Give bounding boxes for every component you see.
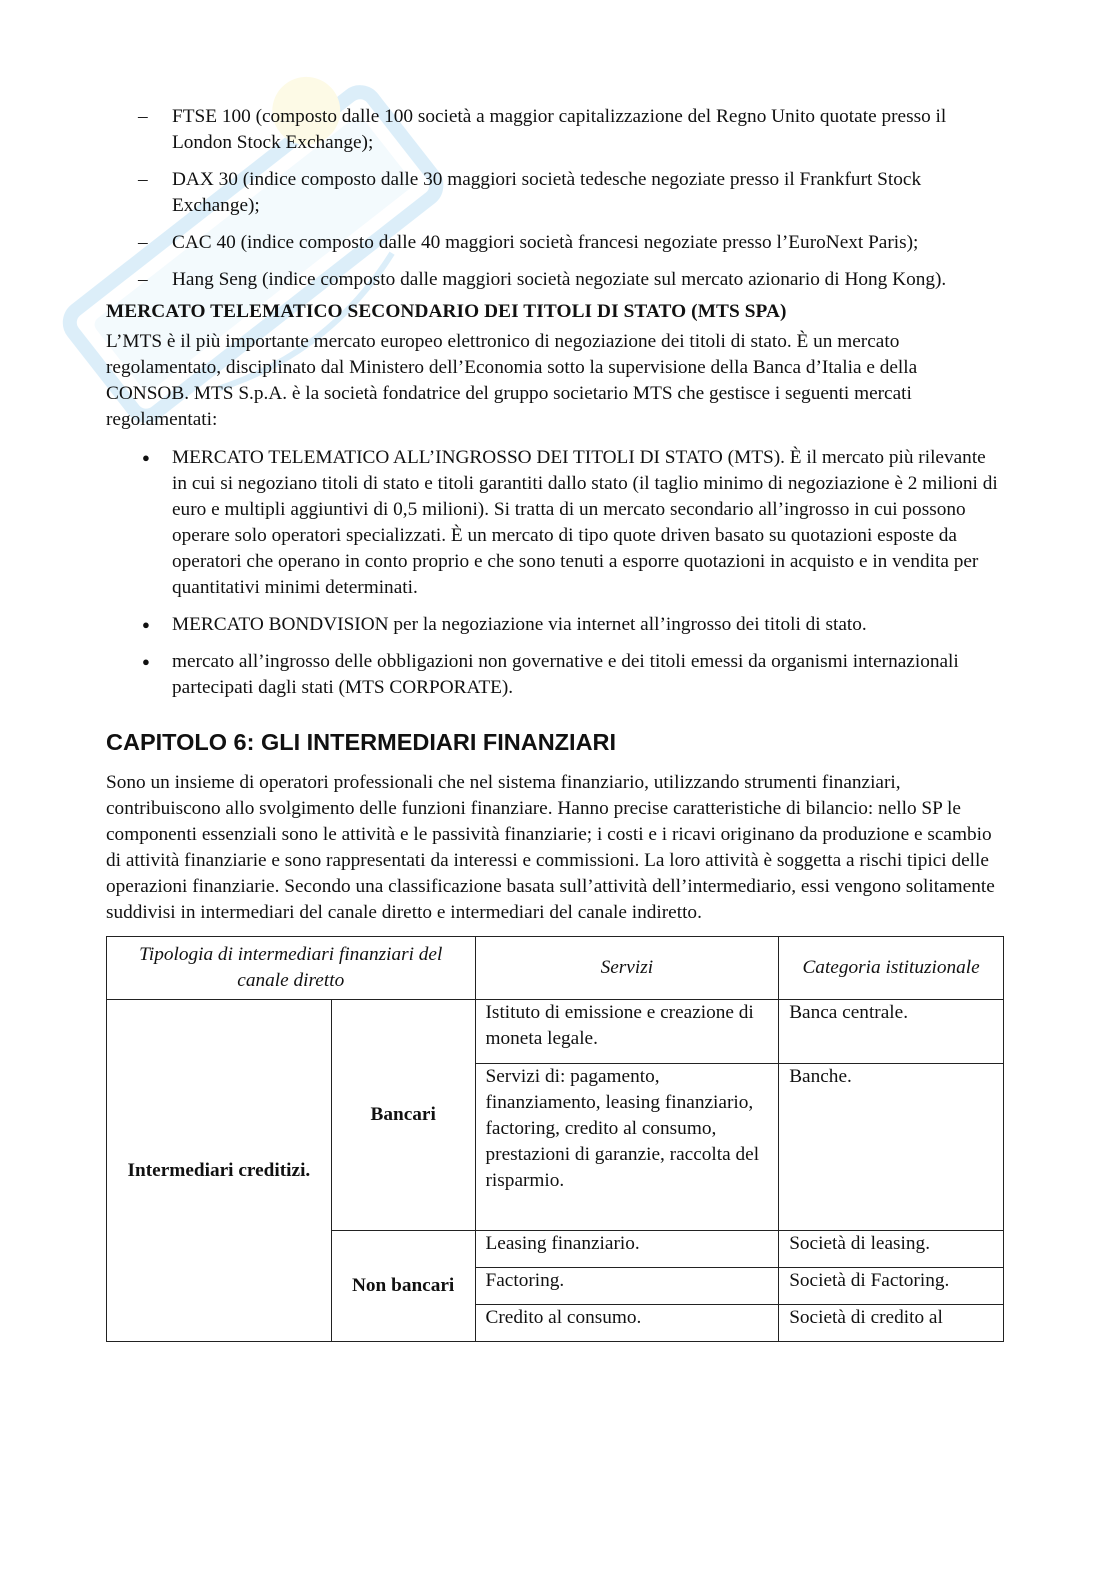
categoria-cell: Società di Factoring. (779, 1268, 1004, 1305)
document-page (106, 104, 1004, 1342)
list-item: – DAX 30 (indice composto dalle 30 maggiori società tedesche negoziate presso il Frankfurt Stock Exchange); (138, 169, 922, 216)
dash-marker: – (138, 269, 148, 290)
bullet-marker: ● (142, 654, 150, 669)
servizi-cell: Credito al consumo. (475, 1305, 779, 1342)
dash-marker: – (138, 169, 148, 190)
list-item: ● mercato all’ingrosso delle obbligazioni non governative e dei titoli emessi da organismi internazionali partecipati dagli stati (MTS CORPORATE). (142, 651, 959, 698)
categoria-cell: Banche. (779, 1064, 1004, 1231)
bullet-marker: ● (142, 450, 150, 465)
bullet-marker: ● (142, 617, 150, 632)
header-servizi: Servizi (475, 937, 779, 1000)
dash-marker: – (138, 232, 148, 253)
servizi-cell: Factoring. (475, 1268, 779, 1305)
intermediari-table (106, 936, 1004, 1342)
list-item: – Hang Seng (indice composto dalle maggiori società negoziate sul mercato azionario di Hong Kong). (106, 267, 1004, 293)
categoria-cell: Banca centrale. (779, 1000, 1004, 1064)
list-item: ● MERCATO BONDVISION per la negoziazione via internet all’ingrosso dei titoli di stato. (106, 612, 1004, 638)
stock-index-list (106, 104, 1004, 293)
group-intermediari-creditizi: Intermediari creditizi. (107, 1000, 332, 1342)
list-item: – CAC 40 (indice composto dalle 40 maggiori società francesi negoziate presso l’EuroNext Paris); (106, 230, 1004, 256)
table-header-row (107, 937, 1004, 1000)
header-categoria: Categoria istituzionale (779, 937, 1004, 1000)
categoria-cell: Società di leasing. (779, 1231, 1004, 1268)
categoria-cell: Società di credito al (779, 1305, 1004, 1342)
servizi-cell: Leasing finanziario. (475, 1231, 779, 1268)
mts-markets-list (106, 445, 1004, 701)
mts-intro-paragraph: L’MTS è il più importante mercato europeo elettronico di negoziazione dei titoli di stato. È un mercato regolamentato, disciplinato dal Ministero dell’Economia sotto la supervisione della Banca d’Italia e della CONSOB. MTS S.p.A. è la società fondatrice del gruppo societario MTS che gestisce i seguenti mercati regolamentati: (106, 331, 918, 430)
chapter-title: CAPITOLO 6: GLI INTERMEDIARI FINANZIARI (106, 729, 617, 755)
list-item: – FTSE 100 (composto dalle 100 società a maggior capitalizzazione del Regno Unito quotate presso il London Stock Exchange); (138, 106, 947, 153)
subgroup-non-bancari: Non bancari (331, 1231, 475, 1342)
list-item: ● MERCATO TELEMATICO ALL’INGROSSO DEI TITOLI DI STATO (MTS). È il mercato più rilevante in cui si negoziano titoli di stato e titoli garantiti dallo stato (il taglio minimo di negoziazione è 2 milioni di euro e multipli aggiuntivi di 0,5 milioni). Si tratta di un mercato secondario all’ingrosso in cui possono operare solo operatori specializzati. È un mercato di tipo quote driven basato su quotazioni esposte da operatori che operano in conto proprio e che sono tenuti a esporre quotazioni in acquisto e in vendita per quantitativi minimi determinati. (142, 447, 998, 598)
section-heading-mts: MERCATO TELEMATICO SECONDARIO DEI TITOLI DI STATO (MTS SPA) (106, 301, 787, 322)
servizi-cell: Servizi di: pagamento, finanziamento, leasing finanziario, factoring, credito al consumo, prestazioni di garanzie, raccolta del risparmio. (475, 1064, 779, 1231)
header-tipologia: Tipologia di intermediari finanziari del canale diretto (107, 937, 476, 1000)
subgroup-bancari: Bancari (331, 1000, 475, 1231)
dash-marker: – (138, 106, 148, 127)
chapter-intro-paragraph: Sono un insieme di operatori professionali che nel sistema finanziario, utilizzando strumenti finanziari, contribuiscono allo svolgimento delle funzioni finanziare. Hanno precise caratteristiche di bilancio: nello SP le componenti essenziali sono le attività e le passività finanziarie; i costi e i ricavi originano da produzione e scambio di attività finanziarie e sono rappresentati da interessi e commissioni. La loro attività è soggetta a rischi tipici delle operazioni finanziarie. Secondo una classificazione basata sull’attività dell’intermediario, essi vengono solitamente suddivisi in intermediari del canale diretto e intermediari del canale indiretto. (106, 772, 995, 923)
table-row (107, 1000, 1004, 1064)
servizi-cell: Istituto di emissione e creazione di moneta legale. (475, 1000, 779, 1064)
